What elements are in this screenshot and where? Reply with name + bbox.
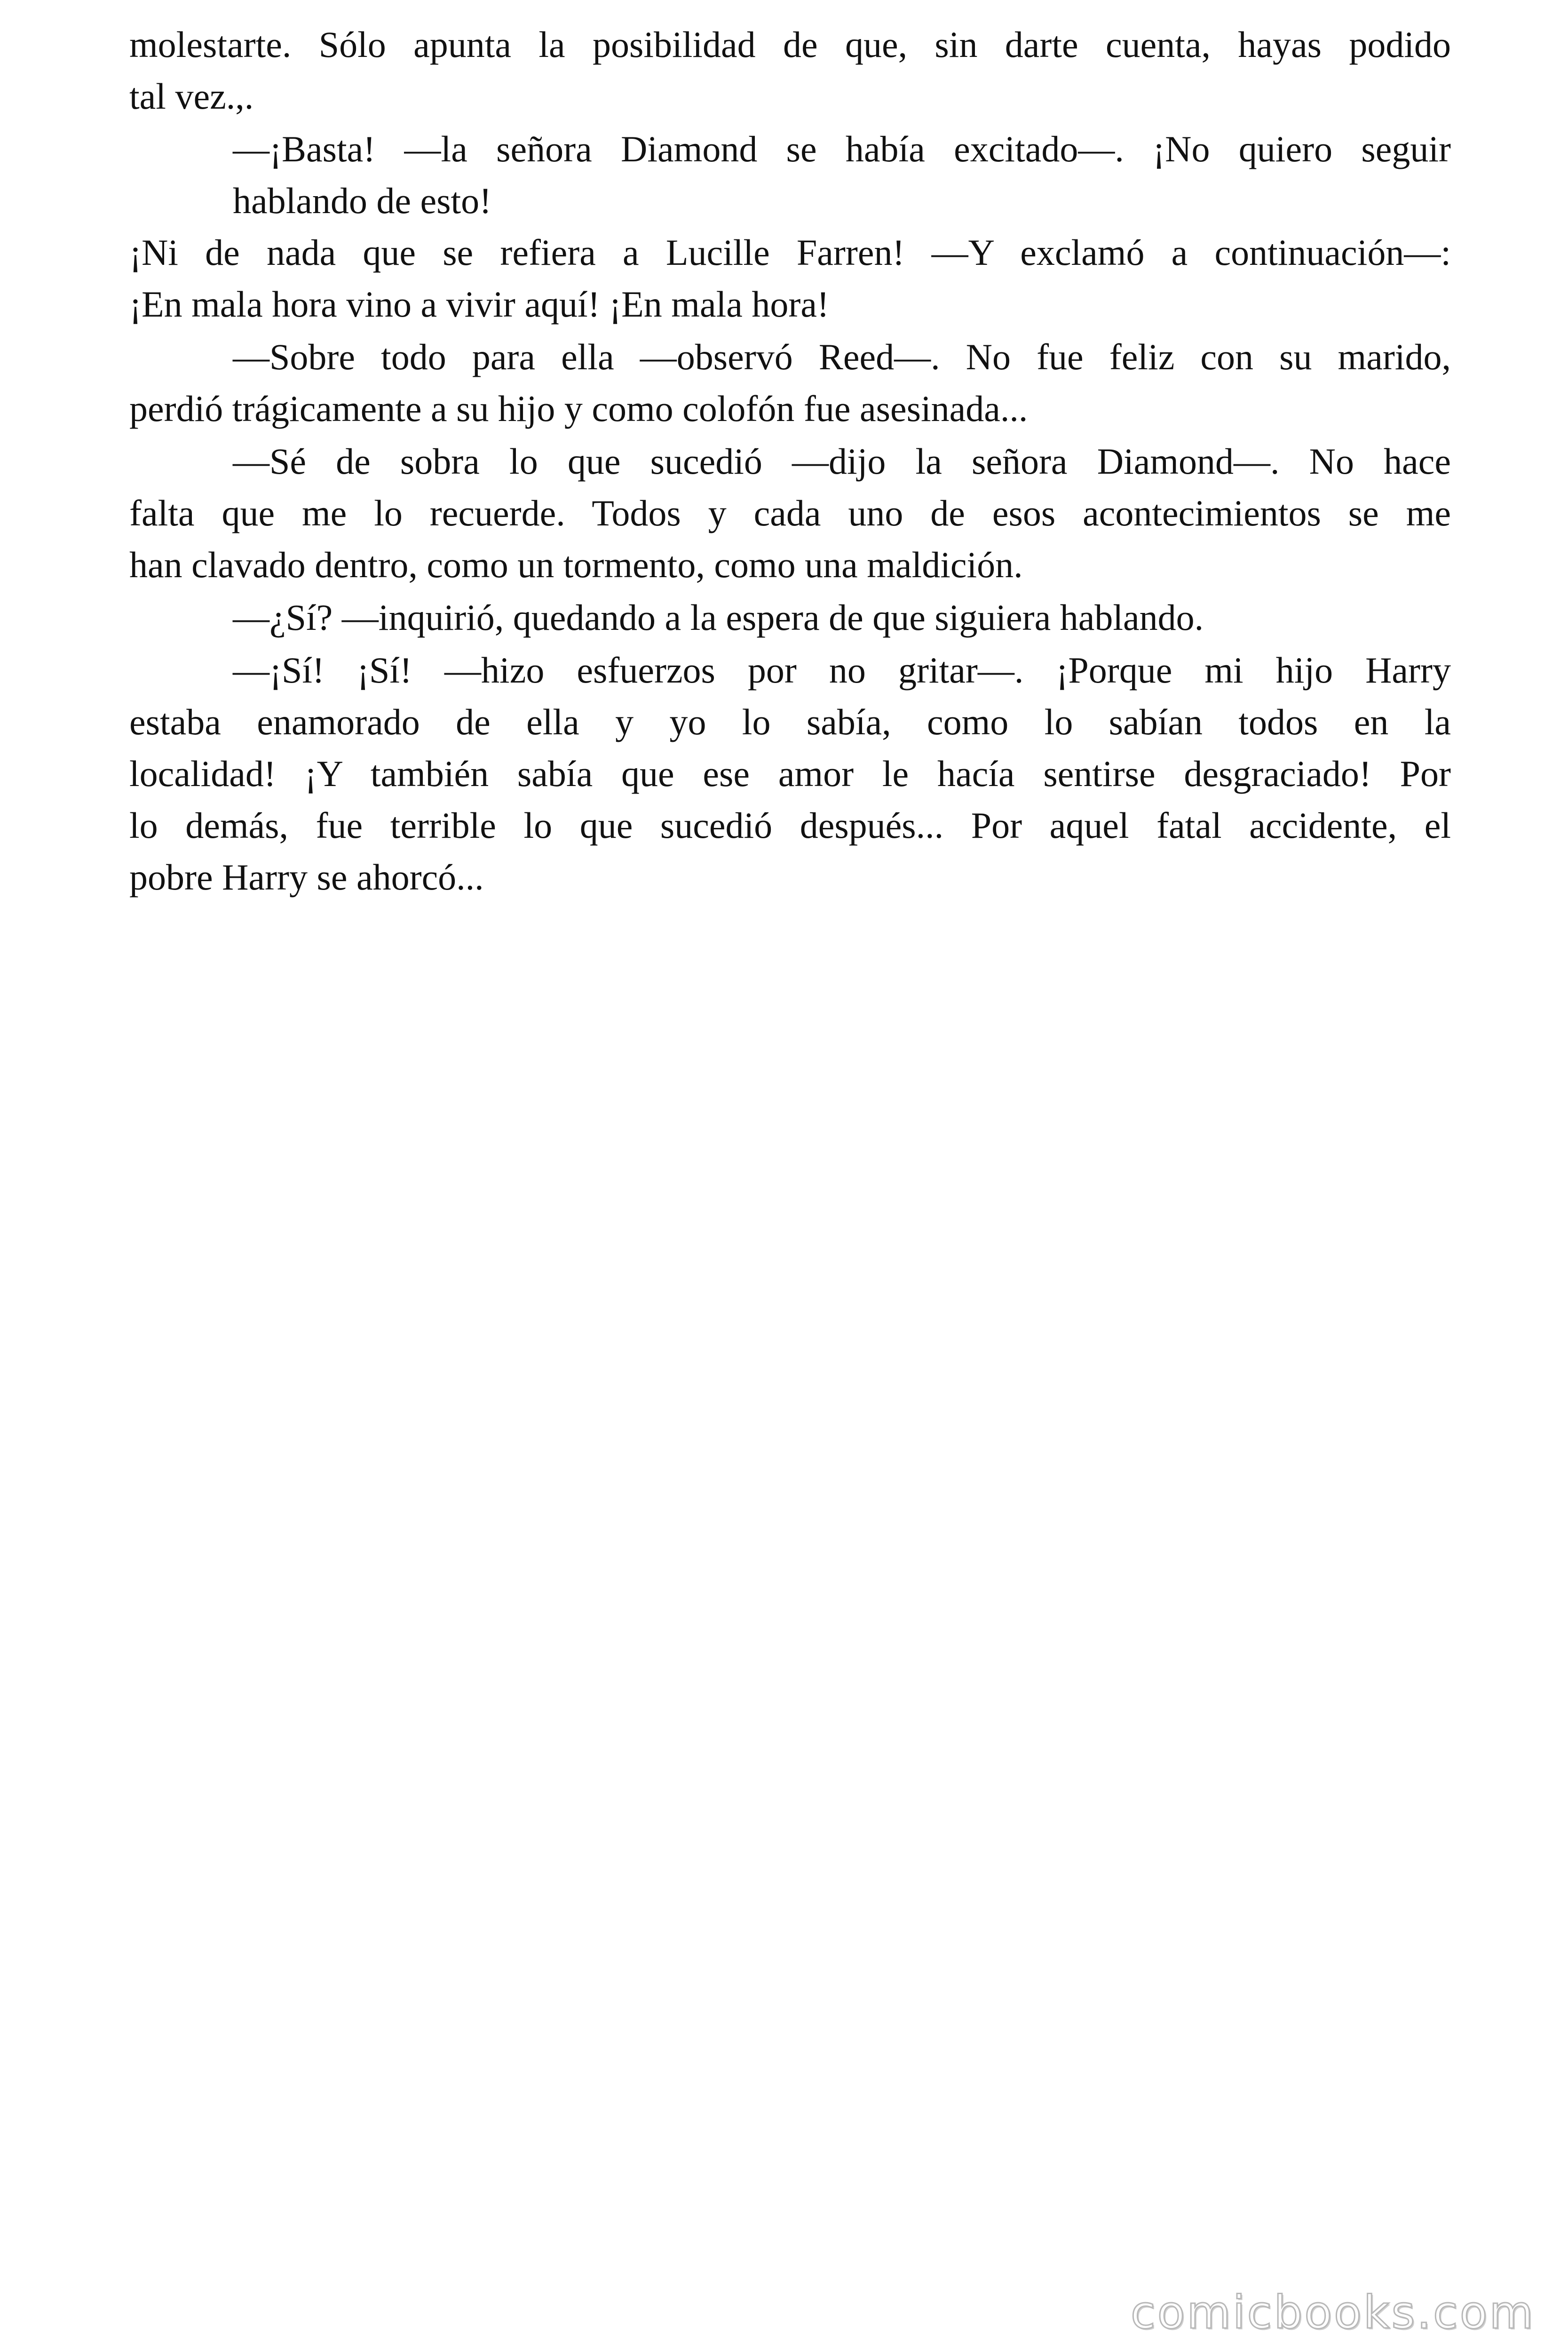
text-line-13: —¡Sí! ¡Sí! —hizo esfuerzos por no gritar—. ¡Porque mi hijo Harry <box>233 650 1451 691</box>
text-line-9: —Sé de sobra lo que sucedió —dijo la señora Diamond—. No hace <box>233 441 1451 482</box>
text-line-8: perdió trágicamente a su hijo y como colofón fue asesinada... <box>129 388 1028 429</box>
text-line-10: falta que me lo recuerde. Todos y cada uno de esos acontecimientos se me <box>129 493 1451 533</box>
text-line-15: localidad! ¡Y también sabía que ese amor le hacía sentirse desgraciado! Por <box>129 753 1451 794</box>
watermark-logo: comicbooks.com <box>1130 2286 1535 2339</box>
text-line-5: ¡Ni de nada que se refiera a Lucille Farren! —Y exclamó a continuación—: <box>129 232 1451 273</box>
document-page <box>129 19 1451 903</box>
text-line-1: molestarte. Sólo apunta la posibilidad de que, sin darte cuenta, hayas podido <box>129 24 1451 65</box>
text-line-2: tal vez.,. <box>129 76 254 117</box>
text-line-11: han clavado dentro, como un tormento, como una maldición. <box>129 544 1023 585</box>
text-line-3: —¡Basta! —la señora Diamond se había excitado—. ¡No quiero seguir <box>233 128 1451 169</box>
text-line-14: estaba enamorado de ella y yo lo sabía, como lo sabían todos en la <box>129 701 1451 742</box>
text-line-17: pobre Harry se ahorcó... <box>129 857 484 898</box>
text-line-6: ¡En mala hora vino a vivir aquí! ¡En mala hora! <box>129 284 829 325</box>
text-line-12: —¿Sí? —inquirió, quedando a la espera de que siguiera hablando. <box>233 597 1204 638</box>
text-line-16: lo demás, fue terrible lo que sucedió después... Por aquel fatal accidente, el <box>129 805 1451 846</box>
text-line-4: hablando de esto! <box>233 180 492 221</box>
text-line-7: —Sobre todo para ella —observó Reed—. No fue feliz con su marido, <box>233 336 1451 377</box>
